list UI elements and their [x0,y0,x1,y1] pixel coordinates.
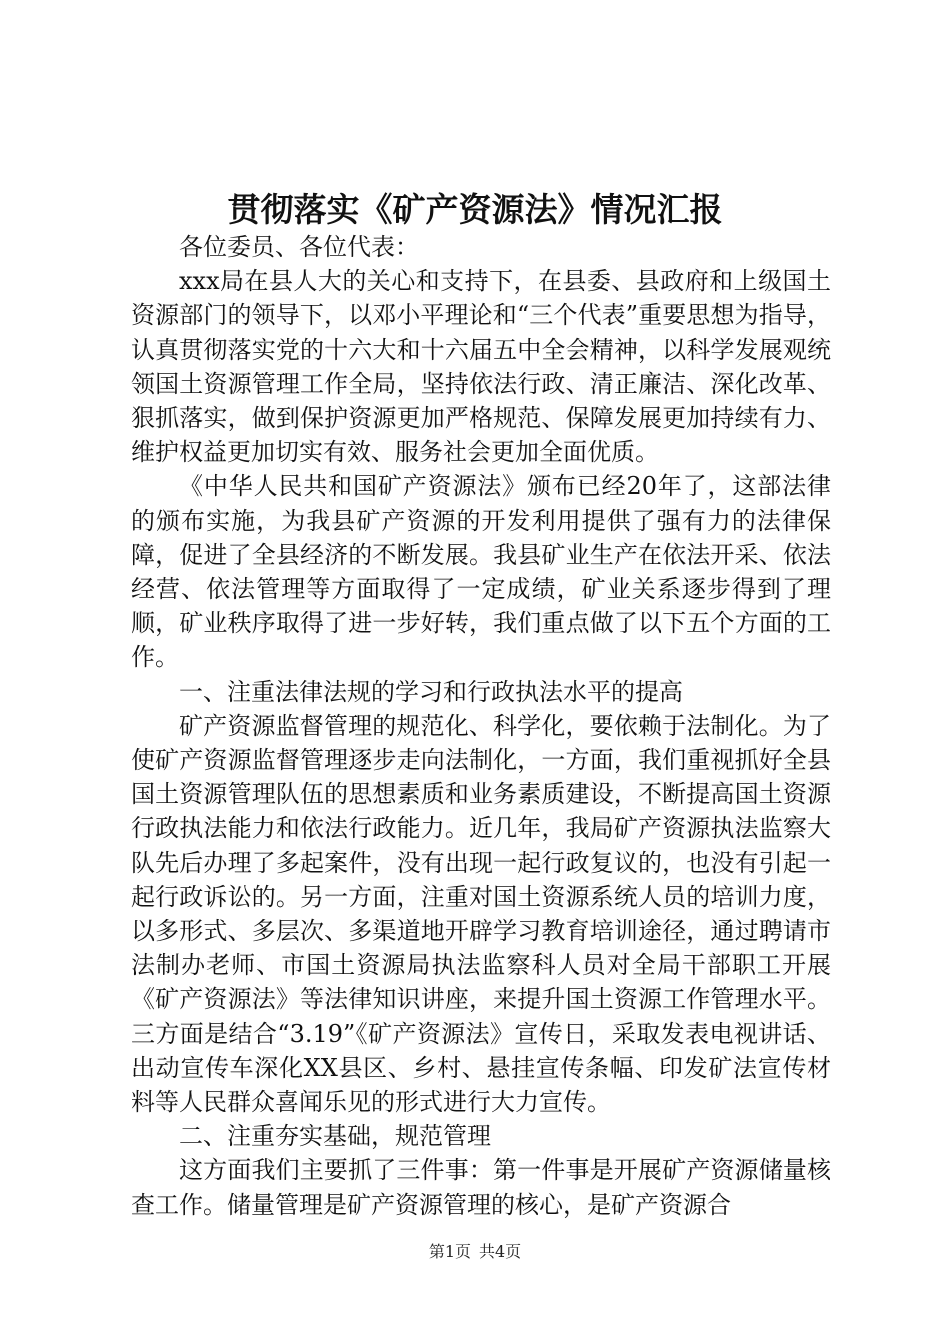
document-body [131,230,831,1222]
section-heading: 一、注重法律法规的学习和行政执法水平的提高 [179,677,683,706]
section-heading: 二、注重夯实基础，规范管理 [179,1122,491,1151]
paragraph: 《中华人民共和国矿产资源法》颁布已经20年了，这部法律的颁布实施，为我县矿产资源的开发利用提供了强有力的法律保障，促进了全县经济的不断发展。我县矿业生产在依法开采、依法经营、依法管理等方面取得了一定成绩，矿业关系逐步得到了理顺，矿业秩序取得了进一步好转，我们重点做了以下五个方面的工作。 [131,472,831,672]
paragraph: xxx局在县人大的关心和支持下，在县委、县政府和上级国土资源部门的领导下，以邓小平理论和“三个代表”重要思想为指导，认真贯彻落实党的十六大和十六届五中全会精神，以科学发展观统领国土资源管理工作全局，坚持依法行政、清正廉洁、深化改革、狠抓落实，做到保护资源更加严格规范、保障发展更加持续有力、维护权益更加切实有效、服务社会更加全面优质。 [131,267,831,467]
document-title: 贯彻落实《矿产资源法》情况汇报 [227,190,723,229]
page-footer [0,1240,950,1264]
page-total: 共4页 [479,1242,522,1261]
paragraph-salutation: 各位委员、各位代表： [179,233,419,261]
paragraph: 矿产资源监督管理的规范化、科学化，要依赖于法制化。为了使矿产资源监督管理逐步走向法制化，一方面，我们重视抓好全县国土资源管理队伍的思想素质和业务素质建设，不断提高国土资源行政执法能力和依法行政能力。近几年，我局矿产资源执法监察大队先后办理了多起案件，没有出现一起行政复议的，也没有引起一起行政诉讼的。另一方面，注重对国土资源系统人员的培训力度，以多形式、多层次、多渠道地开辟学习教育培训途径，通过聘请市法制办老师、市国土资源局执法监察科人员对全局干部职工开展《矿产资源法》等法律知识讲座，来提升国土资源工作管理水平。三方面是结合“3.19”《矿产资源法》宣传日，采取发表电视讲话、出动宣传车深化XX县区、乡村、悬挂宣传条幅、印发矿法宣传材料等人民群众喜闻乐见的形式进行大力宣传。 [131,711,831,1117]
paragraph: 这方面我们主要抓了三件事：第一件事是开展矿产资源储量核查工作。储量管理是矿产资源管理的核心，是矿产资源合 [131,1156,831,1219]
page-number: 第1页 [428,1242,471,1261]
